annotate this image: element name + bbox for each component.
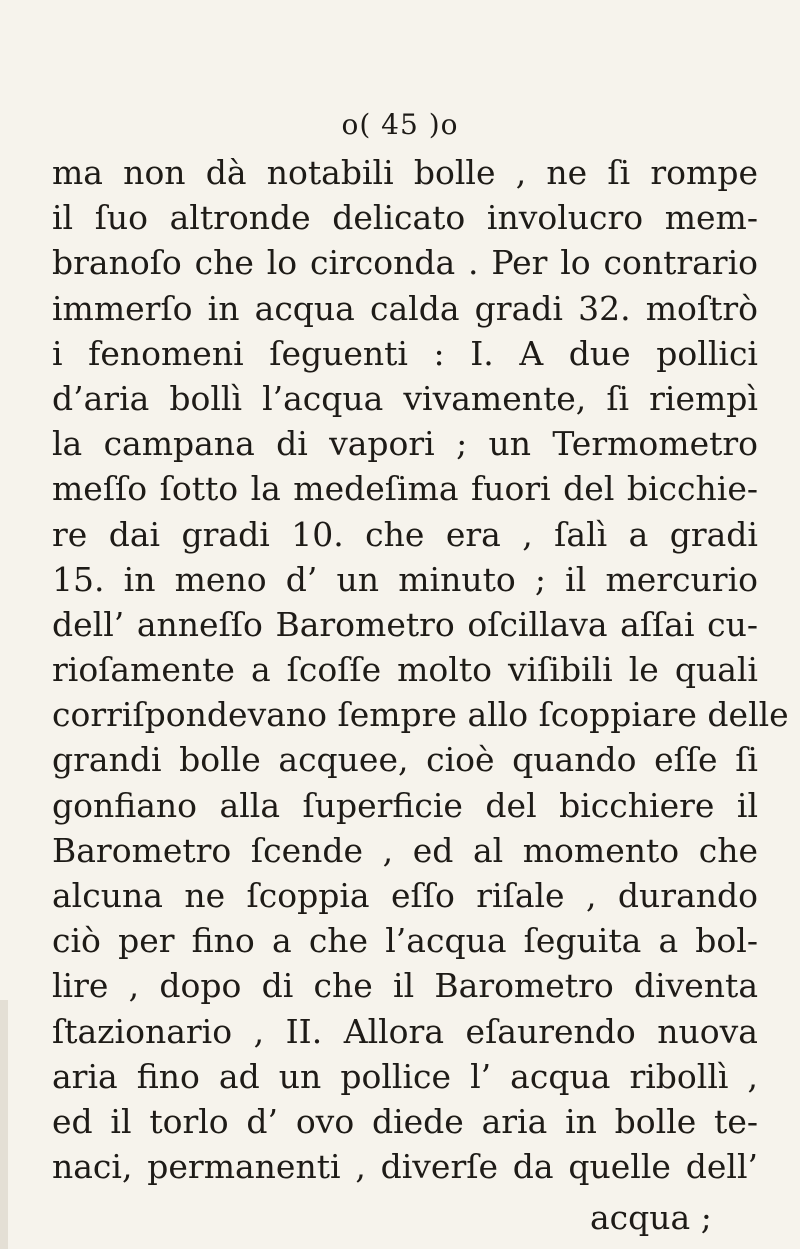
text-line: ſtazionario , II. Allora eſaurendo nuova bbox=[52, 1011, 758, 1051]
text-line: lire , dopo di che il Barometro diventa bbox=[52, 966, 758, 1006]
text-line: aria fino ad un pollice l’ acqua ribollì , bbox=[52, 1056, 758, 1096]
text-line: meſſo ſotto la medeſima fuori del bicchie- bbox=[52, 469, 758, 509]
text-line: naci, permanenti , diverſe da quelle dell’ bbox=[52, 1147, 758, 1187]
page-number: o( 45 )o bbox=[341, 108, 459, 141]
text-line: dell’ anneſſo Barometro oſcillava aſſai cu- bbox=[52, 604, 758, 644]
text-line: d’aria bollì l’acqua vivamente, ſi riempì bbox=[52, 378, 758, 418]
text-line: re dai gradi 10. che era , ſalì a gradi bbox=[52, 514, 758, 554]
text-line: i fenomeni ſeguenti : I. A due pollici bbox=[52, 333, 758, 373]
text-line: immerſo in acqua calda gradi 32. moſtrò bbox=[52, 288, 758, 328]
text-line: la campana di vapori ; un Termometro bbox=[52, 424, 758, 464]
text-line: ma non dà notabili bolle , ne ſi rompe bbox=[52, 153, 758, 192]
text-line: ed il torlo d’ ovo diede aria in bolle te- bbox=[52, 1101, 758, 1141]
text-line: gonfiano alla ſuperficie del bicchiere il bbox=[52, 785, 758, 825]
text-line: 15. in meno d’ un minuto ; il mercurio bbox=[52, 559, 758, 599]
text-line: il ſuo altronde delicato involucro mem- bbox=[52, 198, 758, 238]
body-text bbox=[52, 150, 789, 1189]
text-line: ciò per fino a che l’acqua ſeguita a bol- bbox=[52, 921, 758, 961]
text-line: grandi bolle acquee, cioè quando eſſe ſi bbox=[52, 740, 758, 780]
text-line: corriſpondevano ſempre allo ſcoppiare delle bbox=[52, 695, 789, 735]
text-line: branoſo che lo circonda . Per lo contrario bbox=[52, 243, 758, 283]
text-line: Barometro ſcende , ed al momento che bbox=[52, 830, 758, 870]
text-line: alcuna ne ſcoppia eſſo riſale , durando bbox=[52, 876, 758, 915]
page-edge-shadow bbox=[0, 1000, 8, 1249]
text-line: rioſamente a ſcoſſe molto viſibili le quali bbox=[52, 650, 758, 690]
catchword: acqua ; bbox=[590, 1198, 712, 1237]
